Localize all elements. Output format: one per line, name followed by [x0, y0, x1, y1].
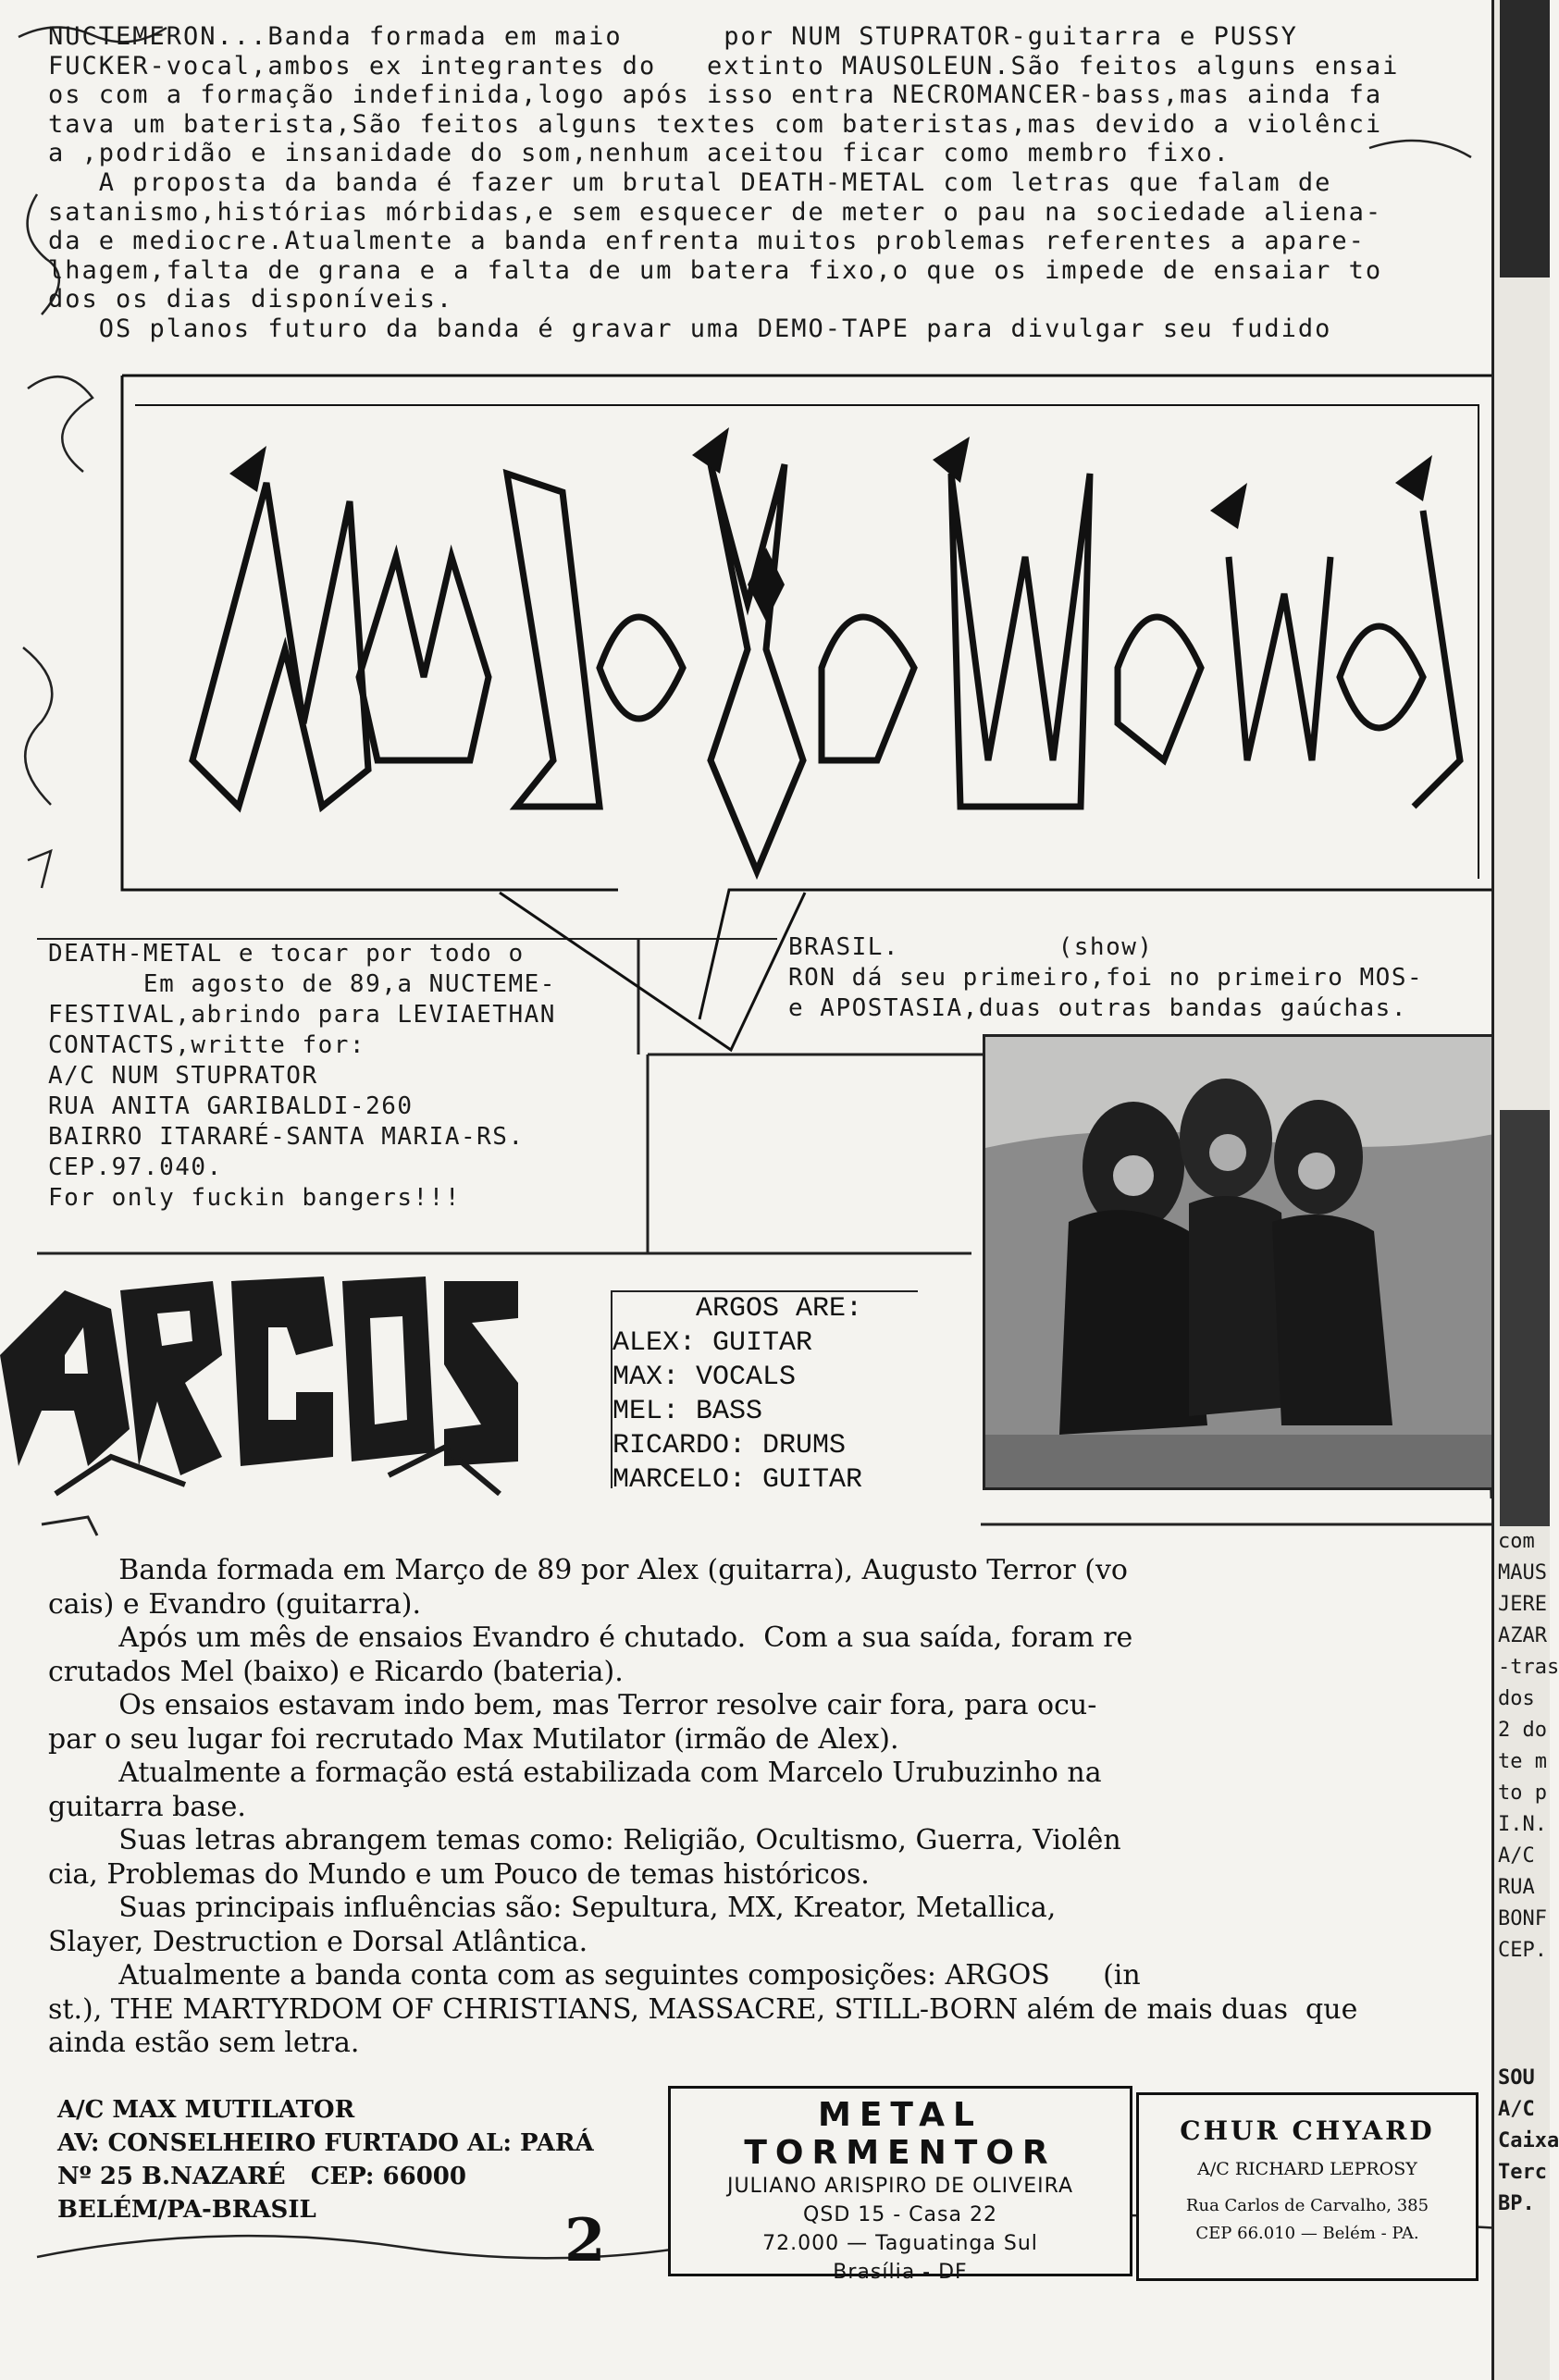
member-line: MAX: VOCALS — [612, 1362, 797, 1393]
chur-chyard-line: Rua Carlos de Carvalho, 385 — [1185, 2196, 1429, 2215]
address-line: Nº 25 B.NAZARÉ CEP: 66000 — [57, 2163, 466, 2190]
nuctemeron-logo — [118, 372, 1499, 894]
member-line: MARCELO: GUITAR — [612, 1464, 863, 1496]
adjacent-text-line: JERE — [1498, 1593, 1547, 1616]
text-line: lhagem,falta de grana e a falta de um batera fixo,o que os impede de ensaiar to — [48, 255, 1383, 285]
adjacent-page-image-top — [1500, 0, 1550, 277]
text-line: CONTACTS,writte for: — [48, 1031, 366, 1059]
text-line: Em agosto de 89,a NUCTEME- — [48, 970, 556, 998]
adjacent-text-line: to p — [1498, 1782, 1547, 1805]
text-line: RUA ANITA GARIBALDI-260 — [48, 1092, 414, 1120]
adjacent-text-line: CEP. — [1498, 1939, 1547, 1962]
chur-chyard-subtitle: A/C RICHARD LEPROSY — [1197, 2159, 1417, 2179]
text-line: Suas principais influências são: Sepultura, MX, Kreator, Metallica, — [48, 1892, 1057, 1924]
text-line: crutados Mel (baixo) e Ricardo (bateria). — [48, 1655, 624, 1688]
text-line: tava um baterista,São feitos alguns textes com bateristas,mas devido a violênci — [48, 109, 1383, 139]
text-line: da e mediocre.Atualmente a banda enfrenta muitos problemas referentes a apare- — [48, 227, 1366, 256]
adjacent-text-line: te m — [1498, 1750, 1547, 1773]
metal-tormentor-title: METAL TORMENTOR — [744, 2096, 1057, 2172]
text-line: BAIRRO ITARARÉ-SANTA MARIA-RS. — [48, 1123, 525, 1151]
adjacent-text-line: A/C — [1498, 1844, 1535, 1868]
chur-chyard-title: CHUR CHYARD — [1180, 2115, 1435, 2146]
adjacent-text-line: Terc — [1498, 2161, 1547, 2184]
argos-article — [48, 1554, 1491, 2061]
nuctemeron-left-column — [48, 939, 556, 1214]
adjacent-text-line: Caixa — [1498, 2129, 1559, 2152]
member-line: RICARDO: DRUMS — [612, 1430, 847, 1461]
metal-tormentor-line: QSD 15 - Casa 22 — [803, 2203, 997, 2226]
chur-chyard-line: CEP 66.010 — Belém - PA. — [1195, 2224, 1419, 2243]
text-line: Os ensaios estavam indo bem, mas Terror resolve cair fora, para ocu- — [48, 1689, 1097, 1721]
adjacent-text-line: BONF — [1498, 1907, 1547, 1930]
argos-logo — [0, 1253, 555, 1503]
member-line: ARGOS ARE: — [612, 1293, 863, 1325]
text-line: Slayer, Destruction e Dorsal Atlântica. — [48, 1925, 588, 1958]
text-line: For only fuckin bangers!!! — [48, 1184, 461, 1212]
adjacent-text-line: MAUS — [1498, 1561, 1547, 1585]
metal-tormentor-line: 72.000 — Taguatinga Sul — [762, 2232, 1038, 2255]
text-line: NUCTEMERON...Banda formada em maio por NUM STUPRATOR-guitarra e PUSSY — [48, 22, 1298, 51]
text-line: cais) e Evandro (guitarra). — [48, 1587, 421, 1621]
text-line: os com a formação indefinida,logo após isso entra NECROMANCER-bass,mas ainda fa — [48, 80, 1383, 110]
text-line: DEATH-METAL e tocar por todo o — [48, 940, 525, 968]
adjacent-page-text-lower — [1498, 2063, 1559, 2220]
text-line: CEP.97.040. — [48, 1153, 223, 1181]
text-line: Suas letras abrangem temas como: Religião, Ocultismo, Guerra, Violên — [48, 1824, 1121, 1856]
text-line: Atualmente a banda conta com as seguintes composições: ARGOS (in — [48, 1959, 1141, 1992]
argos-members-box — [611, 1290, 918, 1496]
adjacent-page-text — [1498, 1526, 1559, 1967]
text-line: par o seu lugar foi recrutado Max Mutilator (irmão de Alex). — [48, 1722, 899, 1756]
adjacent-text-line: 2 do — [1498, 1719, 1547, 1742]
adjacent-text-line: com — [1498, 1530, 1535, 1553]
text-line: OS planos futuro da banda é gravar uma DEMO-TAPE para divulgar seu fudido — [48, 314, 1332, 343]
metal-tormentor-line: JULIANO ARISPIRO DE OLIVEIRA — [726, 2175, 1074, 2198]
text-line: e APOSTASIA,duas outras bandas gaúchas. — [788, 994, 1407, 1022]
text-line: Atualmente a formação está estabilizada com Marcelo Urubuzinho na — [48, 1757, 1102, 1789]
text-line: Após um mês de ensaios Evandro é chutado. Com a sua saída, foram re — [48, 1622, 1133, 1654]
member-line: ALEX: GUITAR — [612, 1327, 813, 1359]
text-line: FUCKER-vocal,ambos ex integrantes do extinto MAUSOLEUN.São feitos alguns ensai — [48, 51, 1400, 80]
text-line: FESTIVAL,abrindo para LEVIAETHAN — [48, 1001, 556, 1029]
adjacent-text-line: RUA — [1498, 1876, 1535, 1899]
adjacent-text-line: A/C — [1498, 2098, 1535, 2121]
text-line: RON dá seu primeiro,foi no primeiro MOS- — [788, 964, 1424, 992]
text-line: satanismo,histórias mórbidas,e sem esquecer de meter o pau na sociedade aliena- — [48, 197, 1383, 227]
address-line: A/C MAX MUTILATOR — [57, 2096, 355, 2124]
argos-band-photo — [983, 1034, 1497, 1490]
text-line: ainda estão sem letra. — [48, 2027, 360, 2059]
address-line: BELÉM/PA-BRASIL — [57, 2196, 316, 2224]
text-line: guitarra base. — [48, 1790, 246, 1823]
max-mutilator-address — [57, 2093, 594, 2226]
text-line: cia, Problemas do Mundo e um Pouco de temas históricos. — [48, 1857, 870, 1891]
adjacent-text-line: dos — [1498, 1687, 1535, 1710]
adjacent-page-image-mid — [1500, 1110, 1550, 1526]
text-line: a ,podridão e insanidade do som,nenhum aceitou ficar como membro fixo. — [48, 139, 1231, 168]
text-line: A proposta da banda é fazer um brutal DEATH-METAL com letras que falam de — [48, 167, 1332, 197]
text-line: dos os dias disponíveis. — [48, 285, 454, 314]
adjacent-text-line: SOU — [1498, 2066, 1535, 2090]
adjacent-page-strip — [1491, 0, 1559, 2380]
adjacent-text-line: AZAR — [1498, 1624, 1547, 1647]
member-line: MEL: BASS — [612, 1396, 763, 1427]
adjacent-text-line: BP. — [1498, 2192, 1547, 2215]
text-line: BRASIL. (show) — [788, 933, 1154, 961]
metal-tormentor-stamp — [668, 2086, 1132, 2284]
adjacent-text-line: -tras — [1498, 1656, 1559, 1679]
nuctemeron-right-column — [788, 932, 1423, 1024]
page-number: 2 — [564, 2206, 606, 2275]
metal-tormentor-line: Brasília - DF — [833, 2261, 968, 2284]
text-line: Banda formada em Março de 89 por Alex (guitarra), Augusto Terror (vo — [48, 1554, 1128, 1586]
nuctemeron-article — [48, 22, 1399, 344]
address-line: AV: CONSELHEIRO FURTADO AL: PARÁ — [57, 2129, 594, 2157]
adjacent-text-line: I.N. — [1498, 1813, 1547, 1836]
text-line: A/C NUM STUPRATOR — [48, 1062, 318, 1090]
text-line: st.), THE MARTYRDOM OF CHRISTIANS, MASSACRE, STILL-BORN além de mais duas que — [48, 1992, 1358, 2026]
chur-chyard-stamp — [1136, 2092, 1479, 2281]
